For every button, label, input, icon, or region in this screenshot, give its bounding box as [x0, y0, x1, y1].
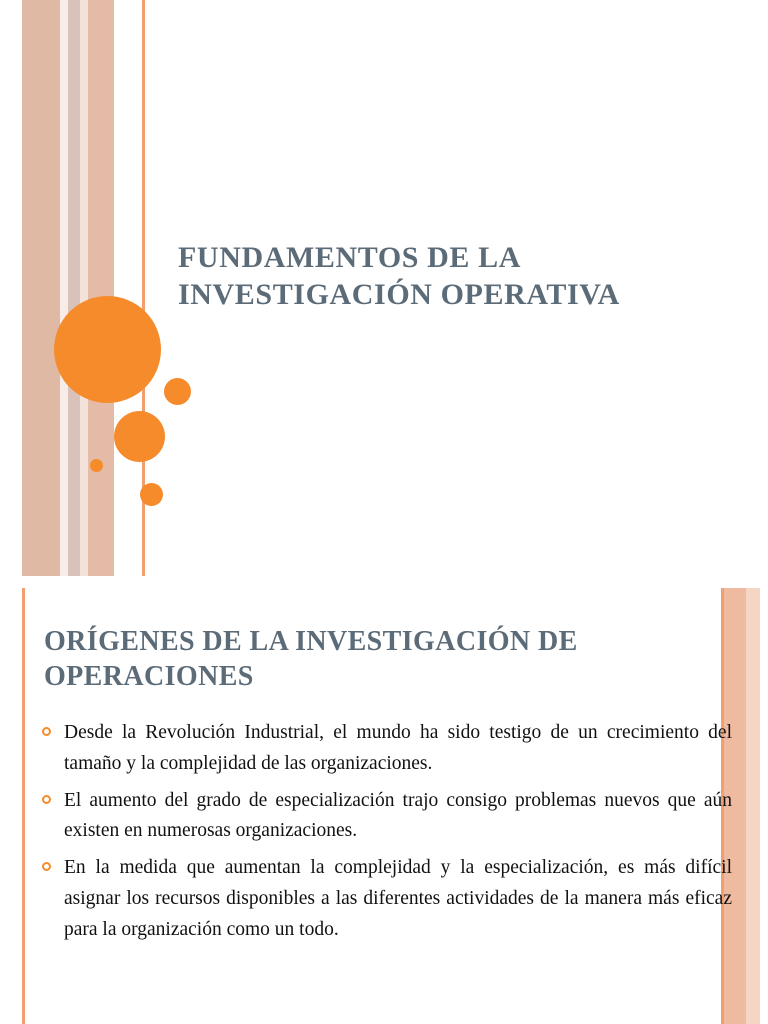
bullet-circle-icon — [42, 718, 64, 736]
slide-2-title: ORÍGENES DE LA INVESTIGACIÓN DE OPERACIONES — [44, 626, 578, 692]
slide-divider — [0, 576, 768, 588]
stripe-4 — [68, 0, 80, 576]
slide-2-right-stripe-3 — [760, 588, 768, 1024]
slide-2-right-stripe-2 — [746, 588, 760, 1024]
list-item-text: Desde la Revolución Industrial, el mundo ha sido testigo de un crecimiento del tamaño y la complejidad de las organizaciones. — [64, 722, 732, 774]
slide-2-left-margin — [0, 588, 22, 1024]
bullet-circle-icon — [42, 853, 64, 871]
stripe-5 — [80, 0, 88, 576]
stripe-7 — [114, 0, 142, 576]
slide-2-bullet-list — [42, 718, 732, 952]
stripe-2 — [22, 0, 60, 576]
slide-1-title: FUNDAMENTOS DE LA INVESTIGACIÓN OPERATIVA — [178, 241, 620, 311]
stripe-1 — [0, 0, 22, 576]
bullet-circle-icon — [42, 786, 64, 804]
list-item-text: En la medida que aumentan la complejidad y la especialización, es más difícil asignar los recursos disponibles a las diferentes actividades de la manera más eficaz para la organización como un todo. — [64, 857, 732, 940]
list-item — [42, 718, 732, 780]
decorative-circle-tiny — [90, 459, 103, 472]
decorative-circle-medium — [114, 411, 165, 462]
stripe-6 — [88, 0, 114, 576]
slide-2 — [0, 588, 768, 1024]
decorative-circle-small-top — [164, 378, 191, 405]
list-item — [42, 853, 732, 945]
decorative-circle-large — [54, 296, 161, 403]
slide-1-stripe-decoration — [0, 0, 160, 576]
list-item-text: El aumento del grado de especialización trajo consigo problemas nuevos que aún existen en numerosas organizaciones. — [64, 789, 732, 842]
decorative-circle-small-bottom — [140, 483, 163, 506]
list-item — [42, 786, 732, 848]
stripe-3 — [60, 0, 68, 576]
slide-2-left-accent-line — [22, 588, 25, 1024]
